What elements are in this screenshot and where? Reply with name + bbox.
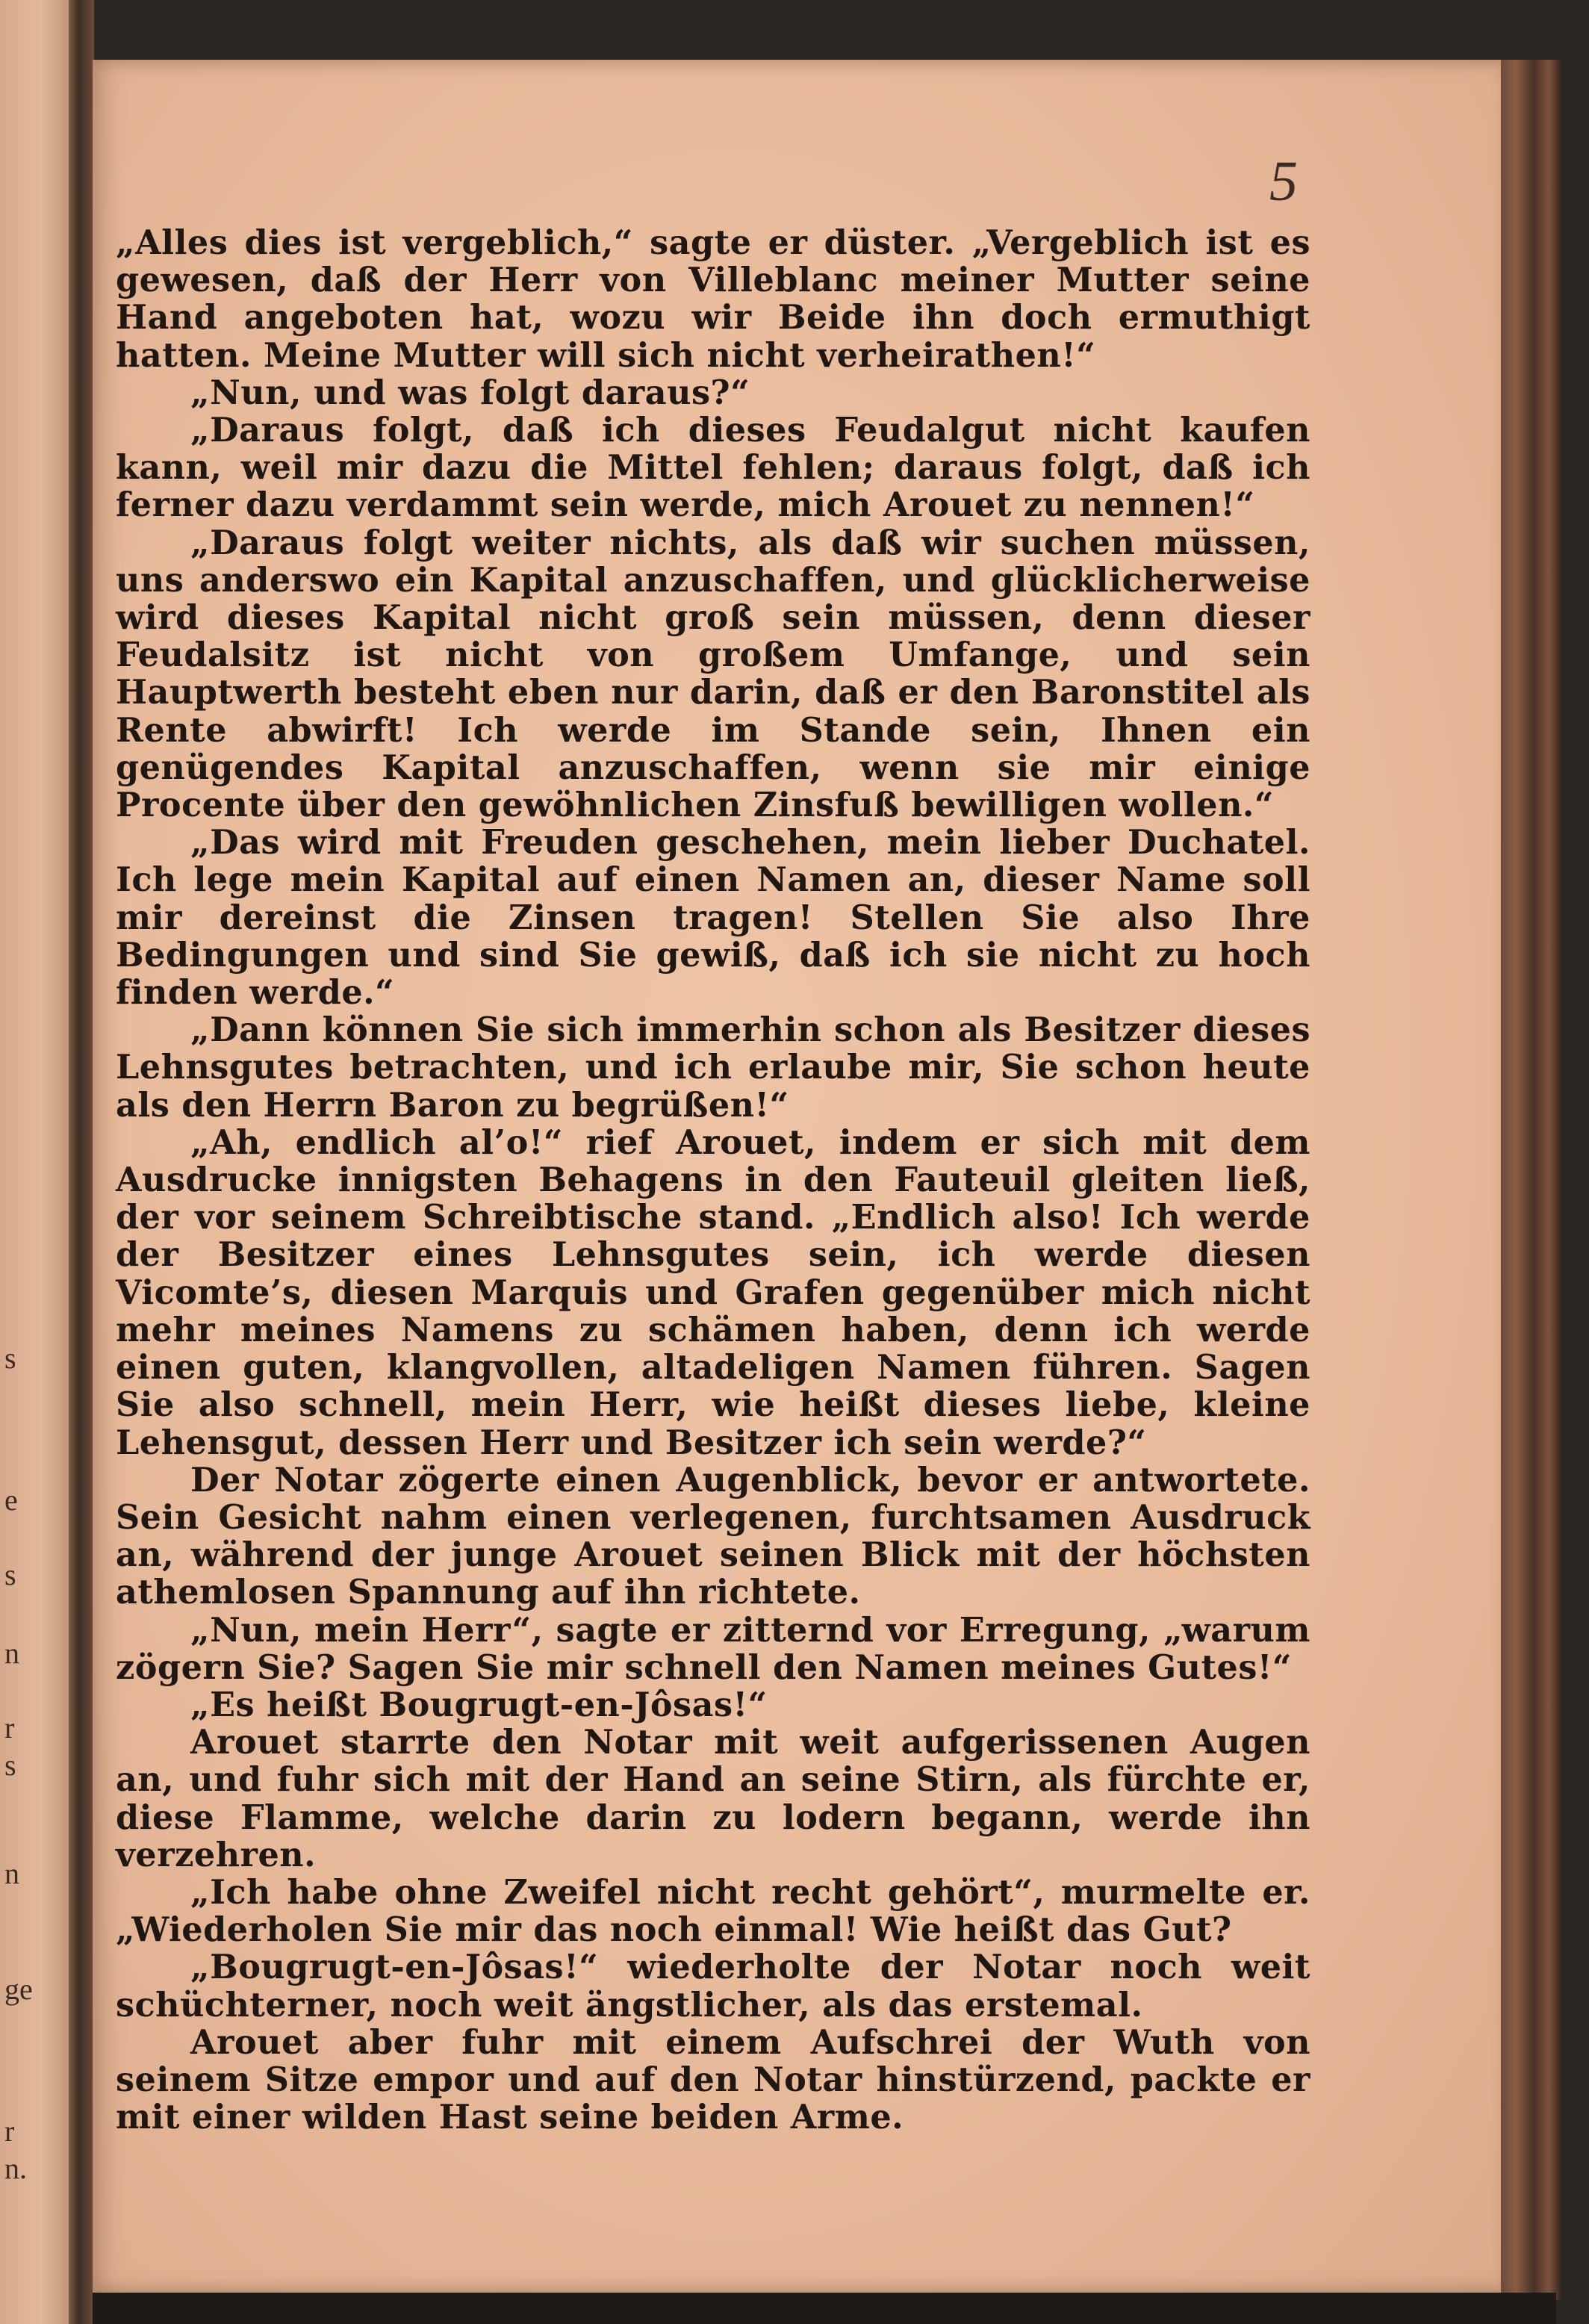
book-gutter xyxy=(69,0,94,2324)
paragraph: Arouet starrte den Notar mit weit aufgerissenen Augen an, und fuhr sich mit der Hand an seine Stirn, als fürchte er, diese Flamme, welche darin zu lodern begann, werde ihn verzehren. xyxy=(116,1723,1310,1874)
paragraph: „Nun, und was folgt daraus?“ xyxy=(190,373,750,412)
left-page-fragment: s xyxy=(4,1341,16,1375)
left-page-fragment: e xyxy=(4,1483,18,1517)
scan-bottom-margin xyxy=(93,2293,1556,2324)
left-page-fragment: ge xyxy=(4,1972,33,2006)
paragraph: „Ich habe ohne Zweifel nicht recht gehört“, murmelte er. „Wiederholen Sie mir das noch einmal! Wie heißt das Gut? xyxy=(116,1872,1310,1950)
page-body-text xyxy=(116,224,1310,2136)
left-page-fragment: r xyxy=(4,1711,15,1744)
paragraph: Arouet aber fuhr mit einem Aufschrei der Wuth von seinem Sitze empor und auf den Notar hinstürzend, packte er mit einer wilden Hast seine beiden Arme. xyxy=(116,2022,1310,2137)
left-page-fragment: r xyxy=(4,2114,15,2148)
left-page-fragment: s xyxy=(4,1558,16,1591)
left-page-fragment: n xyxy=(4,1857,19,1890)
paragraph: „Dann können Sie sich immerhin schon als Besitzer dieses Lehnsgutes betrachten, und ich erlaube mir, Sie schon heute als den Herrn Baron zu begrüßen!“ xyxy=(116,1010,1310,1125)
left-page-fragment: n. xyxy=(4,2151,27,2185)
paragraph: „Das wird mit Freuden geschehen, mein lieber Duchatel. Ich lege mein Kapital auf einen Namen an, dieser Name soll mir dereinst die Zinsen tragen! Stellen Sie also Ihre Bedingungen und sind Sie gewiß, daß ich sie nicht zu hoch finden werde.“ xyxy=(116,823,1310,1013)
page-edge xyxy=(1501,60,1561,2300)
page-number: 5 xyxy=(1269,150,1298,213)
left-page-fragment: n xyxy=(4,1636,19,1670)
paragraph: „Alles dies ist vergeblich,“ sagte er düster. „Vergeblich ist es gewesen, daß der Herr von Villeblanc meiner Mutter seine Hand angeboten hat, wozu wir Beide ihn doch ermuthigt hatten. Meine Mutter will sich nicht verheirathen!“ xyxy=(116,223,1310,375)
paragraph: „Es heißt Bougrugt-en-Jôsas!“ xyxy=(190,1685,768,1724)
paragraph: „Ah, endlich al’o!“ rief Arouet, indem er sich mit dem Ausdrucke innigsten Behagens in den Fauteuil gleiten ließ, der vor seinem Schreibtische stand. „Endlich also! Ich werde der Besitzer eines Lehnsgutes sein, ich werde diesen Vicomte’s, diesen Marquis und Grafen gegenüber mich nicht mehr meines Namens zu schämen haben, denn ich werde einen guten, klangvollen, altadeligen Namen führen. Sagen Sie also schnell, mein Herr, wie heißt dieses liebe, kleine Lehensgut, dessen Herr und Besitzer ich sein werde?“ xyxy=(116,1122,1310,1462)
paragraph: „Daraus folgt weiter nichts, als daß wir suchen müssen, uns anderswo ein Kapital anzuschaffen, und glücklicherweise wird dieses Kapital nicht groß sein müssen, denn dieser Feudalsitz ist nicht von großem Umfange, und sein Hauptwerth besteht eben nur darin, daß er den Baronstitel als Rente abwirft! Ich werde im Stande sein, Ihnen ein genügendes Kapital anzuschaffen, wenn sie mir einige Procente über den gewöhnlichen Zinsfuß bewilligen wollen.“ xyxy=(116,523,1310,825)
paragraph: „Bougrugt-en-Jôsas!“ wiederholte der Notar noch weit schüchterner, noch weit ängstlicher, als das erstemal. xyxy=(116,1948,1310,2025)
paragraph: „Nun, mein Herr“, sagte er zitternd vor Erregung, „warum zögern Sie? Sagen Sie mir schnell den Namen meines Gutes!“ xyxy=(116,1610,1310,1687)
left-page-edge xyxy=(0,0,75,2324)
left-page-fragment: s xyxy=(4,1748,16,1782)
paragraph: Der Notar zögerte einen Augenblick, bevor er antwortete. Sein Gesicht nahm einen verlegenen, furchtsamen Ausdruck an, während der junge Arouet seinen Blick mit der höchsten athemlosen Spannung auf ihn richtete. xyxy=(116,1460,1310,1612)
paragraph: „Daraus folgt, daß ich dieses Feudalgut nicht kaufen kann, weil mir dazu die Mittel fehlen; daraus folgt, daß ich ferner dazu verdammt sein werde, mich Arouet zu nennen!“ xyxy=(116,411,1310,525)
